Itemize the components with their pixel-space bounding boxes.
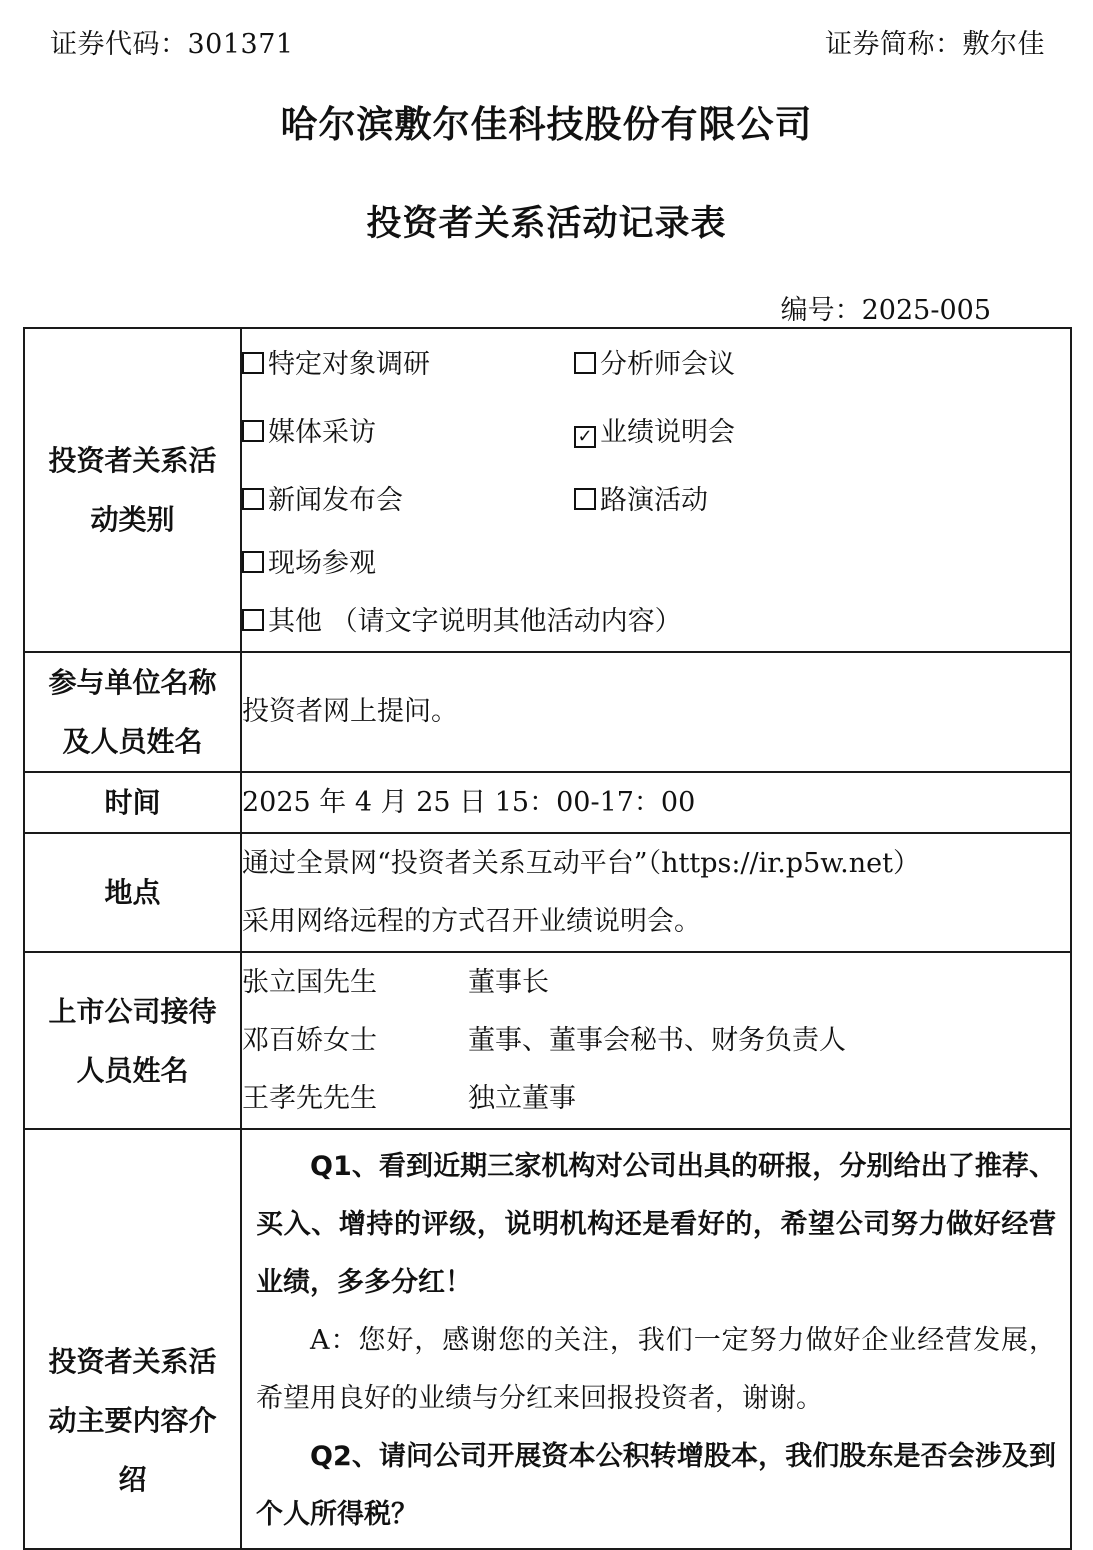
option-press-conference[interactable]: [242, 467, 574, 535]
company-name: 哈尔滨敷尔佳科技股份有限公司: [280, 103, 813, 146]
record-table: [23, 327, 1072, 1550]
question-1: Q1、看到近期三家机构对公司出具的研报，分别给出了推荐、买入、增持的评级，说明机构还是看好的，希望公司努力做好经营业绩，多多分红！: [256, 1151, 1056, 1298]
location-line: 采用网络远程的方式召开业绩说明会。: [242, 905, 701, 937]
row-participants: [24, 652, 1071, 772]
row-location: [24, 833, 1071, 952]
staff-role: 董事长: [468, 966, 549, 998]
reception-staff: [241, 952, 1071, 1129]
time-value: 2025 年 4 月 25 日 15：00-17：00: [241, 772, 1071, 833]
option-analyst-meeting[interactable]: [574, 331, 1070, 399]
option-label: 特定对象调研: [268, 349, 430, 380]
label-line: 动主要内容介: [48, 1404, 217, 1437]
content-label: [24, 1129, 241, 1549]
option-label: 分析师会议: [600, 349, 735, 380]
staff-row: [242, 1070, 1070, 1128]
row-activity-type: [24, 328, 1071, 652]
option-label: 媒体采访: [268, 417, 376, 448]
option-site-visit[interactable]: [242, 535, 1070, 593]
label-line: 投资者关系活: [48, 1345, 217, 1378]
location-label: 地点: [24, 833, 241, 952]
staff-name: 王孝先先生: [242, 1082, 377, 1114]
option-roadshow[interactable]: [574, 467, 1070, 535]
staff-name: 张立国先生: [242, 966, 377, 998]
checkbox-icon[interactable]: [574, 488, 596, 510]
option-specific-research[interactable]: [242, 331, 574, 399]
label-line: 投资者关系活: [48, 444, 217, 477]
row-time: [24, 772, 1071, 833]
option-earnings-briefing[interactable]: [574, 399, 1070, 467]
form-title: 投资者关系活动记录表: [366, 204, 727, 244]
checkbox-icon[interactable]: [242, 488, 264, 510]
option-other[interactable]: [242, 593, 1070, 651]
participants-value: 投资者网上提问。: [241, 652, 1071, 772]
row-reception: [24, 952, 1071, 1129]
answer-1: A：您好，感谢您的关注，我们一定努力做好企业经营发展，希望用良好的业绩与分红来回报投资者，谢谢。: [256, 1325, 1056, 1414]
location-line: 通过全景网“投资者关系互动平台”（https://ir.p5w.net）: [242, 847, 920, 879]
question-2: Q2、请问公司开展资本公积转增股本，我们股东是否会涉及到个人所得税？: [256, 1441, 1056, 1530]
label-line: 绍: [118, 1463, 147, 1496]
staff-row: [242, 1012, 1070, 1070]
label-line: 上市公司接待: [48, 994, 217, 1028]
checkbox-icon[interactable]: [242, 609, 264, 631]
staff-name: 邓百娇女士: [242, 1024, 377, 1056]
activity-type-options: [241, 328, 1071, 652]
serial-number: 编号：2025-005: [780, 295, 991, 326]
checkbox-icon[interactable]: [242, 352, 264, 374]
time-label: 时间: [24, 772, 241, 833]
stock-abbreviation: 证券简称：敷尔佳: [825, 29, 1045, 60]
stock-code: 证券代码：301371: [50, 29, 294, 60]
location-value: [241, 833, 1071, 952]
option-label: 业绩说明会: [600, 417, 735, 448]
checkbox-icon[interactable]: [242, 551, 264, 573]
label-line: 及人员姓名: [62, 725, 203, 758]
staff-role: 独立董事: [468, 1082, 576, 1114]
option-media-interview[interactable]: [242, 399, 574, 467]
content-body: [241, 1129, 1071, 1549]
label-line: 动类别: [90, 503, 175, 536]
checked-checkbox-icon[interactable]: ✓: [574, 426, 596, 448]
participants-label: [24, 652, 241, 772]
label-line: 人员姓名: [76, 1053, 189, 1087]
checkbox-icon[interactable]: [242, 420, 264, 442]
option-label: 其他 （请文字说明其他活动内容）: [268, 606, 682, 637]
activity-type-label: [24, 328, 241, 652]
option-label: 路演活动: [600, 485, 708, 516]
option-label: 新闻发布会: [268, 485, 403, 516]
row-content: [24, 1129, 1071, 1549]
checkbox-icon[interactable]: [574, 352, 596, 374]
label-line: 参与单位名称: [48, 666, 217, 699]
option-label: 现场参观: [268, 548, 376, 579]
staff-role: 董事、董事会秘书、财务负责人: [468, 1024, 846, 1056]
reception-label: [24, 952, 241, 1129]
staff-row: [242, 954, 1070, 1012]
